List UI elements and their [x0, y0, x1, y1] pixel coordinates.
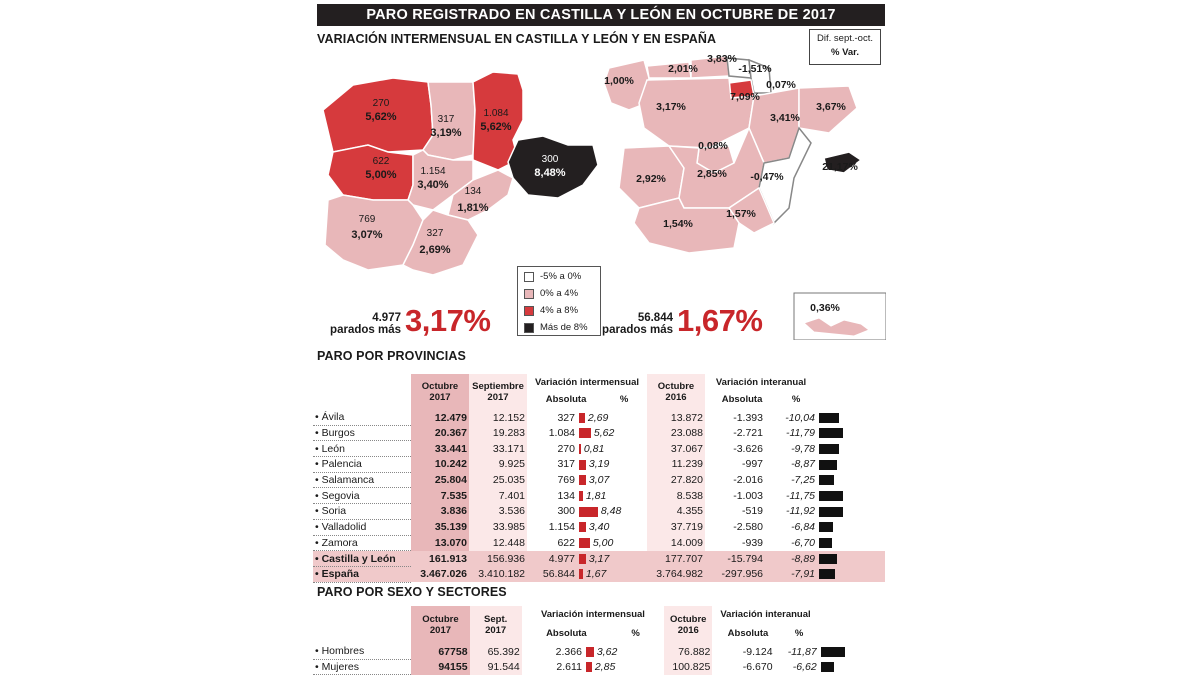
spain-region-pct: 1,00%	[604, 75, 634, 87]
cell-pct: 5,62	[577, 425, 647, 441]
spain-region-pct: 21,17%	[822, 161, 858, 173]
region-canarias	[804, 318, 869, 336]
cyl-total-num: 4.977	[372, 312, 401, 324]
interanual-bar	[819, 554, 837, 564]
legend-item: -5% a 0%	[524, 269, 600, 284]
cyl-total-label: parados más	[330, 324, 401, 336]
var-bar	[579, 413, 585, 423]
cell-abs: 1.084	[548, 427, 575, 440]
table-row	[313, 504, 885, 520]
cell-sep2017: 33.985	[469, 519, 527, 535]
cell-ibar	[817, 551, 885, 567]
col-oct2017-header: Octubre 2017	[411, 606, 469, 644]
col-iabs-header: Absoluta	[721, 394, 763, 405]
cell-ipct: -8,87	[791, 458, 815, 471]
cell-iabs: -997	[741, 458, 763, 471]
total-row	[313, 566, 885, 582]
col-sep2017-header: Septiembre 2017	[469, 374, 527, 410]
zamora-pct: 5,00%	[365, 169, 397, 181]
cell-ipct: -11,92	[786, 505, 815, 518]
cell-sep2017: 19.283	[469, 425, 527, 441]
segovia-abs: 134	[464, 186, 482, 197]
cell-oct2016: 37.719	[647, 519, 705, 535]
interanual-bar	[819, 428, 843, 438]
sex-table	[313, 606, 885, 675]
col-var-interanual-header: Variación interanual Absoluta %	[720, 609, 811, 639]
spain-region-pct: 0,36%	[810, 302, 840, 314]
col-ipct-header: %	[794, 628, 804, 639]
cell-iabs: -2.580	[733, 521, 763, 534]
cell-ipct: -11,79	[786, 427, 815, 440]
cyl-map	[313, 60, 613, 300]
infographic-sheet	[313, 0, 886, 675]
cell-ipct: -11,75	[786, 489, 815, 502]
avila-pct: 2,69%	[419, 244, 451, 256]
cell-oct2017: 7.535	[411, 488, 469, 504]
cell-ipct: -7,25	[791, 474, 815, 487]
legend-swatch	[524, 306, 534, 316]
spain-region-pct: -1,51%	[738, 63, 772, 75]
cell-abs: 622	[557, 536, 575, 549]
cell-iabs: -2.016	[733, 474, 763, 487]
table-row	[313, 488, 885, 504]
legend-item: 4% a 8%	[524, 303, 600, 318]
cell-pct: 2,85	[584, 659, 664, 675]
cell-ibar	[817, 441, 885, 457]
table-row	[313, 441, 885, 457]
interanual-bar	[819, 491, 843, 501]
cell-pct: 1,81	[577, 488, 647, 504]
cell-sep2017: 156.936	[469, 551, 527, 567]
cell-iabs: -9.124	[742, 645, 773, 658]
cell-oct2016: 11.239	[647, 457, 705, 473]
spain-total-block	[595, 312, 673, 336]
cell-oct2016: 13.872	[647, 410, 705, 425]
cell-abs: 317	[557, 458, 575, 471]
row-name: • Ávila	[313, 410, 411, 425]
cell-iabs: -1.393	[733, 411, 763, 424]
cell-ipct: -9,78	[791, 442, 815, 455]
spain-region-pct: 2,85%	[697, 168, 727, 180]
cell-oct2017: 12.479	[411, 410, 469, 425]
cell-pct: 1,67	[577, 566, 647, 582]
row-name: • Castilla y León	[313, 551, 411, 567]
cell-pct: 3,07	[577, 472, 647, 488]
interanual-bar	[819, 538, 832, 548]
cell-abs: 270	[557, 442, 575, 455]
spain-region-pct: 1,54%	[663, 218, 693, 230]
interanual-bar	[821, 662, 834, 672]
cell-iabs: -3.626	[733, 442, 763, 455]
interanual-bar	[819, 475, 834, 485]
spain-map	[599, 48, 886, 340]
table-row	[313, 457, 885, 473]
spain-region-pct: -0,47%	[750, 171, 784, 183]
cell-sep2017: 12.448	[469, 535, 527, 551]
legend-item: 0% a 4%	[524, 286, 600, 301]
soria-pct: 8,48%	[534, 167, 566, 179]
zamora-abs: 622	[372, 156, 390, 167]
table-row	[313, 659, 885, 675]
row-name: • Valladolid	[313, 519, 411, 535]
row-name: • Soria	[313, 504, 411, 520]
var-bar	[579, 554, 586, 564]
burgos-abs: 1.084	[483, 108, 509, 119]
cell-oct2016: 3.764.982	[647, 566, 705, 582]
cell-oct2017: 3.836	[411, 504, 469, 520]
cell-oct2016: 8.538	[647, 488, 705, 504]
spain-region-pct: 1,57%	[726, 208, 756, 220]
interanual-bar	[819, 522, 833, 532]
interanual-bar	[819, 460, 837, 470]
salamanca-pct: 3,07%	[351, 229, 383, 241]
var-bar	[579, 491, 583, 501]
note-line-2: % Var.	[831, 47, 859, 58]
cell-oct2016: 100.825	[664, 659, 712, 675]
cell-pct: 8,48	[577, 504, 647, 520]
avila-abs: 327	[426, 228, 444, 239]
var-bar	[579, 522, 586, 532]
interanual-bar	[819, 444, 839, 454]
col-pct-header: %	[631, 628, 640, 639]
interanual-bar	[819, 413, 839, 423]
cell-ibar	[817, 488, 885, 504]
salamanca-abs: 769	[358, 214, 376, 225]
spain-total-label: parados más	[602, 324, 673, 336]
note-line-1: Dif. sept.-oct.	[817, 33, 873, 44]
interanual-bar	[821, 647, 845, 657]
cell-oct2017: 10.242	[411, 457, 469, 473]
leon-abs: 270	[372, 98, 390, 109]
table-row	[313, 535, 885, 551]
table-header-row	[313, 606, 885, 644]
cell-ibar	[817, 519, 885, 535]
var-bar	[579, 460, 586, 470]
cell-iabs: -297.956	[705, 566, 765, 582]
cell-sep2017: 7.401	[469, 488, 527, 504]
cell-ipct: -7,91	[765, 566, 817, 582]
row-name: • Mujeres	[313, 659, 411, 675]
burgos-pct: 5,62%	[480, 121, 512, 133]
row-name: • Hombres	[313, 644, 411, 659]
spain-region-pct: 0,08%	[698, 140, 728, 152]
col-iabs-header: Absoluta	[727, 628, 769, 639]
var-bar	[579, 569, 583, 579]
cell-ipct: -10,04	[785, 411, 815, 424]
col-sep2017-header: Sept. 2017	[470, 606, 522, 644]
interanual-bar	[819, 569, 835, 579]
cell-oct2016: 37.067	[647, 441, 705, 457]
cell-sep2017: 12.152	[469, 410, 527, 425]
cell-oct2017: 3.467.026	[411, 566, 469, 582]
cell-ibar	[817, 410, 885, 425]
cell-iabs: -2.721	[733, 427, 763, 440]
cell-iabs: -939	[741, 536, 763, 549]
cell-oct2016: 27.820	[647, 472, 705, 488]
cell-sep2017: 3.536	[469, 504, 527, 520]
cell-abs: 2.611	[556, 661, 582, 674]
row-name: • Salamanca	[313, 472, 411, 488]
table-row	[313, 519, 885, 535]
cell-pct: 3,62	[584, 644, 664, 659]
cell-iabs: -15.794	[705, 551, 765, 567]
table-row	[313, 472, 885, 488]
cell-oct2017: 25.804	[411, 472, 469, 488]
soria-abs: 300	[541, 154, 559, 165]
cell-pct: 2,69	[577, 410, 647, 425]
spain-region-pct: 2,92%	[636, 173, 666, 185]
spain-total-pct: 1,67%	[677, 303, 763, 338]
sex-heading: PARO POR SEXO Y SECTORES	[317, 585, 507, 599]
provinces-heading: PARO POR PROVINCIAS	[317, 349, 466, 363]
table-header-row	[313, 374, 885, 410]
cell-oct2016: 4.355	[647, 504, 705, 520]
spain-total-num: 56.844	[637, 312, 673, 324]
cell-abs: 56.844	[527, 566, 577, 582]
cell-pct: 5,00	[577, 535, 647, 551]
cell-oct2017: 13.070	[411, 535, 469, 551]
cell-ibar	[817, 504, 885, 520]
interanual-bar	[819, 507, 843, 517]
legend-swatch	[524, 289, 534, 299]
col-pct-header: %	[619, 394, 629, 405]
spain-region-pct: 0,07%	[766, 79, 796, 91]
cell-abs: 769	[557, 474, 575, 487]
valladolid-pct: 3,40%	[417, 179, 449, 191]
map-legend	[517, 266, 601, 336]
cell-oct2017: 20.367	[411, 425, 469, 441]
palencia-pct: 3,19%	[430, 127, 462, 139]
row-name: • Segovia	[313, 488, 411, 504]
cell-ibar	[819, 644, 885, 659]
cell-abs: 327	[557, 411, 575, 424]
cell-ibar	[817, 472, 885, 488]
cell-oct2017: 67758	[411, 644, 469, 659]
cell-ibar	[817, 425, 885, 441]
cell-oct2017: 35.139	[411, 519, 469, 535]
col-ipct-header: %	[791, 394, 801, 405]
row-name: • León	[313, 441, 411, 457]
var-bar	[579, 475, 586, 485]
spain-region-pct: 7,09%	[730, 91, 760, 103]
cell-ibar	[817, 457, 885, 473]
spain-region-pct: 2,01%	[668, 63, 698, 75]
cyl-total-block	[323, 312, 401, 336]
provinces-table	[313, 374, 885, 583]
table-row	[313, 425, 885, 441]
col-var-interanual-header: Variación interanual Absoluta %	[715, 377, 807, 405]
var-bar	[579, 444, 581, 454]
legend-item: Más de 8%	[524, 320, 600, 335]
cell-oct2017: 94155	[411, 659, 469, 675]
cell-ipct: -6,84	[791, 521, 815, 534]
cell-abs: 1.154	[548, 521, 575, 534]
cell-ipct: -6,62	[792, 661, 817, 674]
cell-sep2017: 25.035	[469, 472, 527, 488]
map-section-heading: VARIACIÓN INTERMENSUAL EN CASTILLA Y LEÓN Y EN ESPAÑA	[317, 32, 717, 46]
row-name: • España	[313, 566, 411, 582]
spain-region-pct: 3,41%	[770, 112, 800, 124]
cell-sep2017: 33.171	[469, 441, 527, 457]
cell-pct: 3,40	[577, 519, 647, 535]
total-row	[313, 551, 885, 567]
cell-ibar	[819, 659, 885, 675]
cell-oct2016: 76.882	[664, 644, 712, 659]
cell-oct2017: 161.913	[411, 551, 469, 567]
cell-pct: 0,81	[577, 441, 647, 457]
cell-sep2017: 91.544	[470, 659, 522, 675]
cell-abs: 4.977	[527, 551, 577, 567]
valladolid-abs: 1.154	[420, 166, 446, 177]
cell-iabs: -519	[741, 505, 763, 518]
var-bar	[579, 538, 590, 548]
spain-region-pct: 3,67%	[816, 101, 846, 113]
palencia-abs: 317	[437, 114, 455, 125]
var-bar	[579, 428, 591, 438]
col-oct2016-header: Octubre 2016	[664, 606, 712, 644]
cell-oct2016: 14.009	[647, 535, 705, 551]
cell-sep2017: 9.925	[469, 457, 527, 473]
cell-abs: 2.366	[555, 645, 582, 658]
col-oct2016-header: Octubre 2016	[647, 374, 705, 410]
cell-ipct: -11,87	[787, 645, 817, 658]
col-abs-header: Absoluta	[546, 628, 587, 639]
cell-sep2017: 3.410.182	[469, 566, 527, 582]
var-bar	[586, 662, 592, 672]
spain-region-pct: 3,17%	[656, 101, 686, 113]
page-title: PARO REGISTRADO EN CASTILLA Y LEÓN EN OCTUBRE DE 2017	[317, 4, 885, 26]
legend-swatch	[524, 272, 534, 282]
row-name: • Palencia	[313, 457, 411, 473]
cyl-total-pct: 3,17%	[405, 303, 491, 338]
spain-region-pct: 3,83%	[707, 53, 737, 65]
col-abs-header: Absoluta	[545, 394, 587, 405]
cell-abs: 300	[557, 505, 575, 518]
var-bar	[586, 647, 594, 657]
cell-pct: 3,17	[577, 551, 647, 567]
cell-iabs: -6.670	[742, 661, 773, 674]
cell-oct2017: 33.441	[411, 441, 469, 457]
cell-ipct: -8,89	[765, 551, 817, 567]
row-name: • Burgos	[313, 425, 411, 441]
col-oct2017-header: Octubre 2017	[411, 374, 469, 410]
cell-iabs: -1.003	[733, 489, 763, 502]
leon-pct: 5,62%	[365, 111, 397, 123]
col-var-inter-header: Variación intermensual Absoluta %	[540, 609, 645, 639]
cell-sep2017: 65.392	[470, 644, 522, 659]
legend-swatch	[524, 323, 534, 333]
var-bar	[579, 507, 598, 517]
cell-abs: 134	[557, 489, 575, 502]
cell-oct2016: 177.707	[647, 551, 705, 567]
row-name: • Zamora	[313, 535, 411, 551]
cell-ibar	[817, 535, 885, 551]
table-row	[313, 410, 885, 425]
cell-oct2016: 23.088	[647, 425, 705, 441]
col-var-inter-header: Variación intermensual Absoluta %	[534, 377, 639, 405]
cell-ipct: -6,70	[791, 536, 815, 549]
table-row	[313, 644, 885, 659]
segovia-pct: 1,81%	[457, 202, 489, 214]
cell-ibar	[817, 566, 885, 582]
cell-pct: 3,19	[577, 457, 647, 473]
